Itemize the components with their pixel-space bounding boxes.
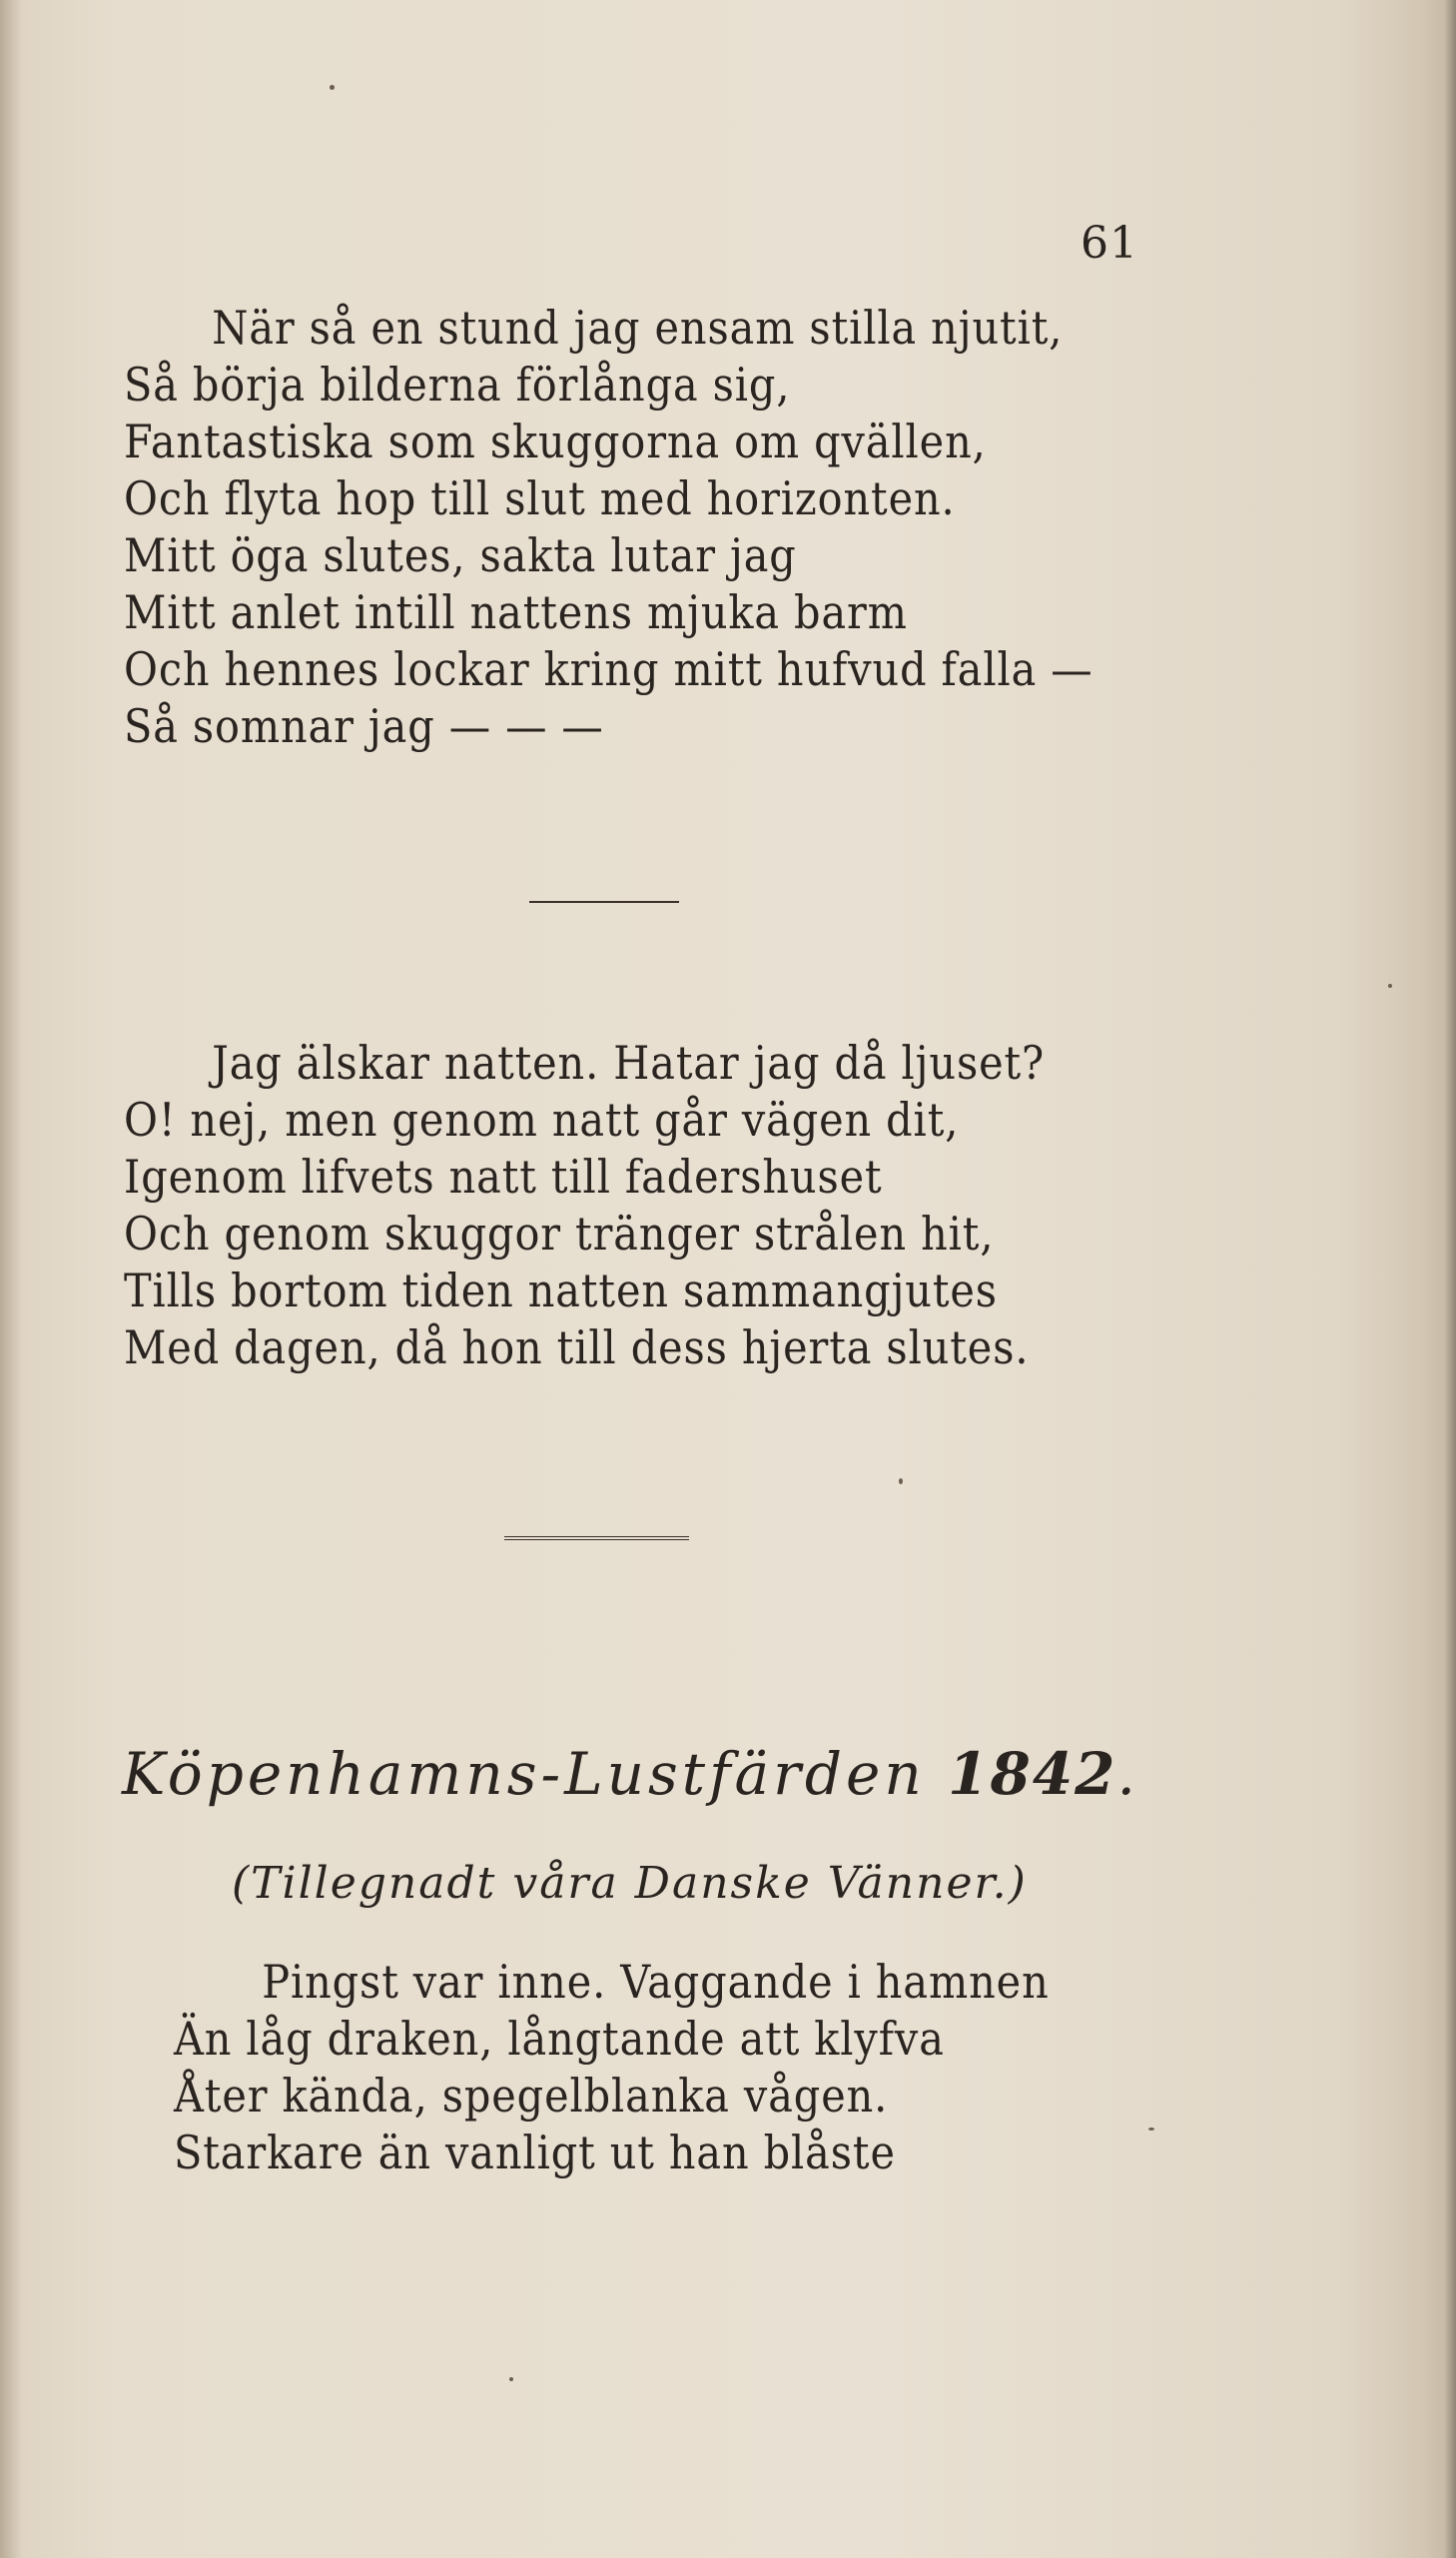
page-edge-left	[0, 0, 22, 2558]
poem-line: Och flyta hop till slut med horizonten.	[124, 471, 956, 525]
paper-speck	[899, 1478, 903, 1484]
page-number: 61	[1081, 218, 1138, 269]
poem-line: Och genom skuggor tränger strålen hit,	[124, 1207, 995, 1261]
poem-title-year: 1842	[948, 1740, 1117, 1808]
poem-title-end: .	[1116, 1740, 1139, 1808]
page-edge-right	[1426, 0, 1456, 2558]
paper-speck	[509, 2377, 513, 2381]
poem-line: Mitt öga slutes, sakta lutar jag	[124, 528, 797, 582]
poem-line: Åter kända, spegelblanka vågen.	[174, 2069, 889, 2123]
poem-line: Starkare än vanligt ut han blåste	[174, 2126, 896, 2179]
poem-line: Mitt anlet intill nattens mjuka barm	[124, 585, 908, 639]
poem-line: Så somnar jag — — —	[124, 699, 604, 753]
poem-stanza-3	[174, 1954, 1146, 2181]
paper-speck	[1148, 2128, 1154, 2131]
poem-stanza-1	[124, 300, 1200, 755]
section-divider	[529, 901, 679, 903]
poem-title	[122, 1740, 1139, 1808]
paper-speck	[330, 85, 335, 90]
poem-dedication: (Tillegnadt våra Danske Vänner.)	[232, 1858, 1028, 1909]
section-divider-double	[504, 1536, 689, 1540]
poem-line: O! nej, men genom natt går vägen dit,	[124, 1093, 960, 1147]
poem-line: Med dagen, då hon till dess hjerta slutes.	[124, 1320, 1030, 1374]
poem-line: Fantastiska som skuggorna om qvällen,	[124, 415, 987, 468]
poem-line: Jag älskar natten. Hatar jag då ljuset?	[212, 1036, 1046, 1090]
poem-line: Igenom lifvets natt till fadershuset	[124, 1150, 883, 1204]
paper-speck	[1388, 984, 1392, 988]
poem-line: Pingst var inne. Vaggande i hamnen	[262, 1955, 1050, 2009]
poem-line: Än låg draken, långtande att klyfva	[174, 2012, 945, 2066]
poem-line: Så börja bilderna förlånga sig,	[124, 358, 791, 412]
poem-stanza-2	[124, 1035, 1147, 1376]
poem-line: Och hennes lockar kring mitt hufvud falla —	[124, 642, 1093, 696]
poem-title-text: Köpenhamns-Lustfärden	[122, 1740, 926, 1808]
poem-line: När så en stund jag ensam stilla njutit,	[212, 301, 1064, 355]
poem-line: Tills bortom tiden natten sammangjutes	[124, 1264, 998, 1317]
